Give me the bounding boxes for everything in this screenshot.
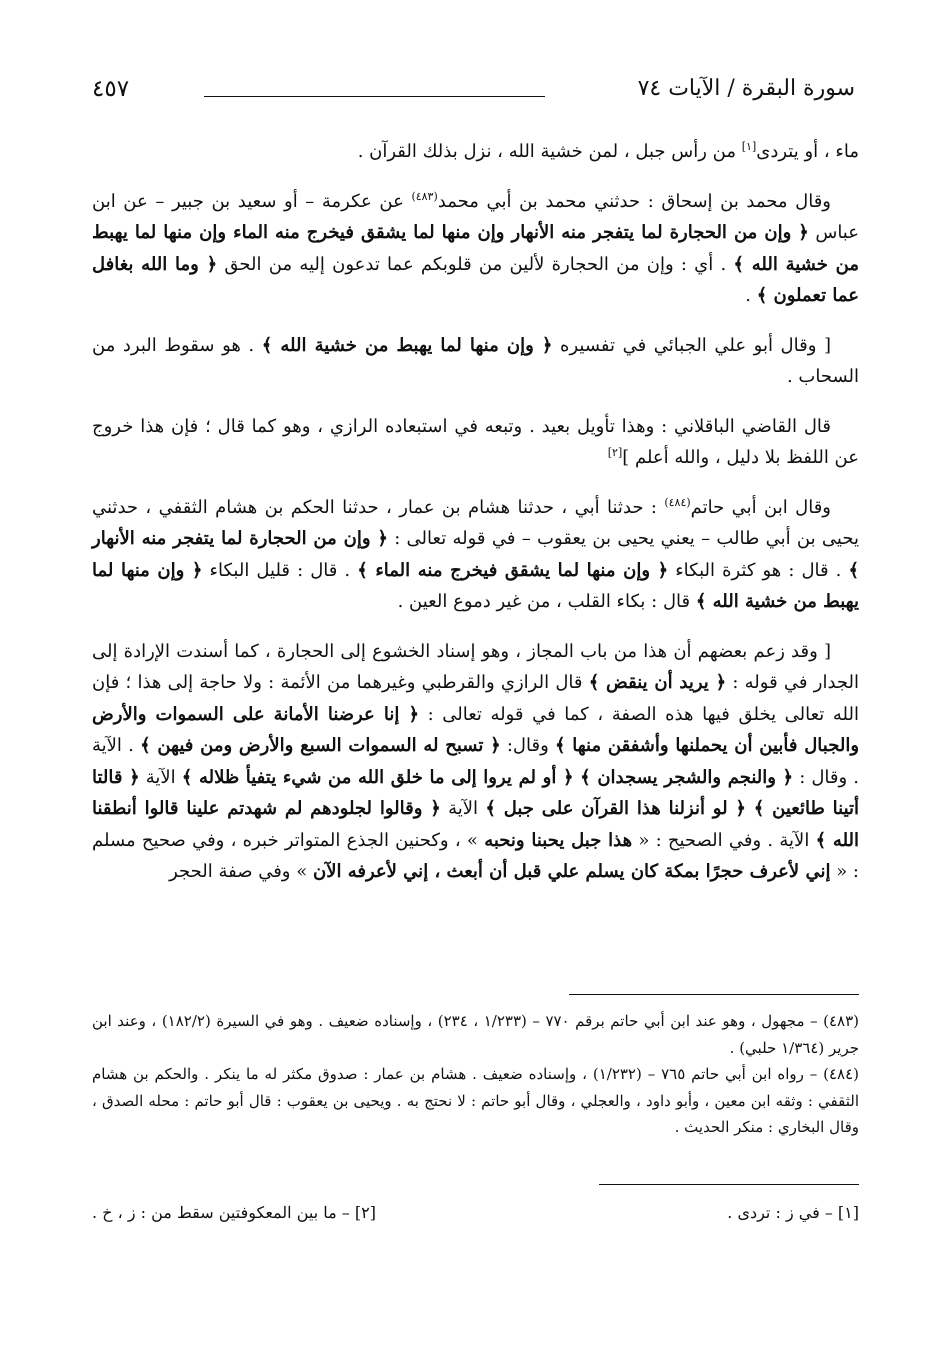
text-span: [ وقد زعم بعضهم أن هذا من باب المجاز ، وهو إسناد الخشوع إلى الحجارة ، كما أسندت الإرادة إلى الجدار في قوله : [92, 640, 859, 693]
hadith-quote: إني لأعرف حجرًا بمكة كان يسلم علي قبل أن أبعث ، إني لأعرفه الآن [312, 861, 831, 882]
text-span: قال الرازي والقرطبي وغيرهما من الأئمة : ولا حاجة إلى هذا ؛ فإن الله تعالى يخلق فيها هذه الصفة ، كما في قوله تعالى : [92, 672, 859, 725]
text-span: » وفي صفة الحجر [169, 861, 313, 882]
note-ref: [١] [741, 140, 757, 153]
text-span: . أي : وإن من الحجارة لألين من قلوبكم عما تدعون إليه من الحق [217, 253, 734, 275]
quran-quote: ﴿ إنا عرضنا الأمانة على السموات والأرض والجبال فأبين أن يحملنها وأشفقن منها ﴾ [92, 703, 860, 756]
paragraph-2 [92, 186, 859, 312]
footnotes [92, 1008, 859, 1141]
text-span: . قال : قليل البكاء [202, 559, 358, 581]
footnote-ref: (٤٨٤) [664, 495, 691, 509]
paragraph-1 [92, 136, 859, 168]
quran-quote: ﴿ وقالوا لجلودهم لم شهدتم علينا قالوا أنطقنا الله ﴾ [92, 798, 860, 851]
paragraph-3 [92, 330, 859, 393]
quran-quote: ﴿ وإن من الحجارة لما يتفجر منه الأنهار وإن منها لما يشقق فيخرج منه الماء وإن منها لما يهبط من خشية الله ﴾ [92, 222, 859, 275]
text-span: . هو سقوط البرد من السحاب . [92, 334, 859, 387]
quran-quote: ﴿ قالتا أتينا طائعين ﴾ ﴿ لو أنزلنا هذا القرآن على جبل ﴾ [92, 766, 860, 819]
hadith-quote: هذا جبل يحبنا ونحبه [484, 829, 633, 851]
quran-quote: ﴿ يريد أن ينقض ﴾ [588, 672, 727, 693]
quran-quote: ﴿ وإن من الحجارة لما يتفجر منه الأنهار ﴾ [92, 528, 859, 581]
text-span: ماء ، أو يتردى [756, 141, 859, 162]
text-span: وقال: [500, 735, 555, 756]
main-text [92, 136, 859, 906]
quran-quote: ﴿ تسبح له السموات السبع والأرض ومن فيهن ﴾ [140, 735, 501, 756]
text-span: من رأس جبل ، لمن خشية الله ، نزل بذلك القرآن . [357, 141, 742, 162]
editorial-note-1: [١] – في ز : تردى . [727, 1203, 859, 1222]
editorial-notes [92, 1203, 859, 1233]
text-span: وقال ابن أبي حاتم [690, 496, 831, 518]
editorial-note-2: [٢] – ما بين المعكوفتين سقط من : ز ، خ . [92, 1203, 376, 1222]
paragraph-6 [92, 636, 859, 888]
text-span: وقال محمد بن إسحاق : حدثني محمد بن أبي محمد [437, 190, 831, 212]
quran-quote: ﴿ وإن منها لما يشقق فيخرج منه الماء ﴾ [357, 559, 669, 581]
paragraph-5 [92, 492, 859, 618]
text-span: عن عكرمة – أو سعيد بن جبير – عن ابن عباس [92, 190, 859, 243]
text-span: الآية [139, 766, 182, 788]
quran-quote: ﴿ والنجم والشجر يسجدان ﴾ ﴿ أو لم يروا إلى ما خلق الله من شيء يتفيأ ظلاله ﴾ [181, 766, 794, 788]
text-span: الآية . وفي الصحيح : « [632, 829, 816, 851]
page-header [92, 72, 855, 112]
footnote-483: (٤٨٣) – مجهول ، وهو عند ابن أبي حاتم برقم ٧٧٠ – (١/٢٣٣ ، ٢٣٤) ، وإسناده ضعيف . وهو في السيرة (١٨٢/٢) ، وعند ابن جرير (١/٣٦٤ حلبي) . [92, 1012, 859, 1057]
text-span: . قال : هو كثرة البكاء [668, 559, 849, 581]
running-title: سورة البقرة / الآيات ٧٤ [637, 76, 855, 101]
footnote-484: (٤٨٤) – رواه ابن أبي حاتم ٧٦٥ – (١/٢٣٢) ، وإسناده ضعيف . هشام بن عمار : صدوق مكثر له ما ينكر . والحكم بن هشام الثقفي : وثقه ابن معين ، وأبو داود ، والعجلي ، وقال أبو حاتم : لا نحتج به . ويحيى بن يعقوب : قال أبو حاتم : محله الصدق ، وقال البخاري : منكر الحديث . [92, 1065, 859, 1136]
text-span: : حدثنا أبي ، حدثنا هشام بن عمار ، حدثنا الحكم بن هشام الثقفي ، حدثني يحيى بن أبي طالب – يعني يحيى بن يعقوب – في قوله تعالى : [92, 496, 859, 549]
text-span: قال : بكاء القلب ، من غير دموع العين . [397, 591, 696, 612]
paragraph-4 [92, 411, 859, 474]
text-span: » ، وكحنين الجذع المتواتر خبره ، وفي صحيح مسلم : « [92, 829, 859, 882]
footnote-ref: (٤٨٣) [411, 189, 438, 203]
text-span: الآية [440, 798, 486, 819]
header-rule [204, 96, 545, 97]
text-span: . [745, 285, 757, 306]
text-span: . الآية . وقال : [92, 735, 859, 788]
quran-quote: ﴿ وما الله بغافل عما تعملون ﴾ [92, 253, 859, 306]
quran-quote: ﴿ وإن منها لما يهبط من خشية الله ﴾ [92, 559, 859, 612]
note-ref: [٢] [607, 446, 623, 459]
text-span: قال القاضي الباقلاني : وهذا تأويل بعيد . وتبعه في استبعاده الرازي ، وهو كما قال ؛ فإن هذا خروج عن اللفظ بلا دليل ، والله أعلم ] [92, 415, 859, 468]
footnote-separator [569, 994, 859, 995]
page-number: ٤٥٧ [92, 76, 130, 102]
notes-separator [599, 1184, 859, 1185]
quran-quote: ﴿ وإن منها لما يهبط من خشية الله ﴾ [261, 334, 553, 356]
text-span: [ وقال أبو علي الجبائي في تفسيره [552, 334, 831, 356]
